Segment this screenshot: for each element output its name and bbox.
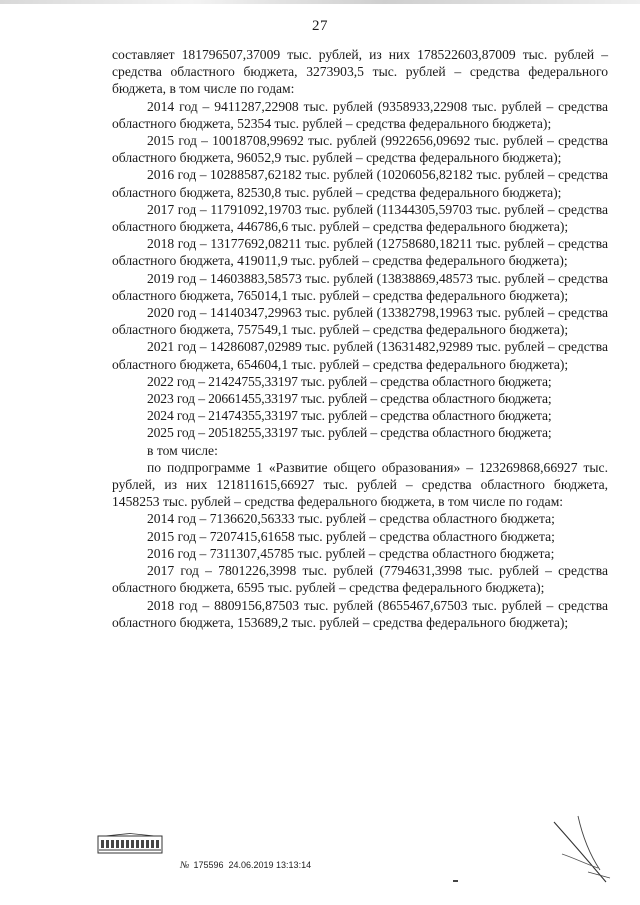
scan-top-edge bbox=[0, 0, 640, 4]
paragraph: 2025 год – 20518255,33197 тыс. рублей – средства областного бюджета; bbox=[147, 425, 552, 441]
paragraph: 2021 год – 14286087,02989 тыс. рублей (13631482,92989 тыс. рублей – средства областного бюджета, 654604,1 тыс. рублей – средства федерального бюджета); bbox=[112, 339, 608, 372]
paragraph: 2015 год – 10018708,99692 тыс. рублей (9922656,09692 тыс. рублей – средства областного бюджета, 96052,9 тыс. рублей – средства федерального бюджета); bbox=[112, 133, 608, 166]
paragraph: 2014 год – 7136620,56333 тыс. рублей – средства областного бюджета; bbox=[147, 511, 555, 527]
paragraph: 2014 год – 9411287,22908 тыс. рублей (9358933,22908 тыс. рублей – средства областного бюджета, 52354 тыс. рублей – средства федерального бюджета); bbox=[112, 98, 608, 131]
document-body bbox=[112, 46, 608, 631]
paragraph: по подпрограмме 1 «Развитие общего образования» – 123269868,66927 тыс. рублей, из них 121811615,66927 тыс. рублей – средства областного бюджета, 1458253 тыс. рублей – средства федерального бюджета, в том числе по годам: bbox=[112, 459, 608, 510]
page-number: 27 bbox=[312, 18, 328, 34]
paragraph: 2015 год – 7207415,61658 тыс. рублей – средства областного бюджета; bbox=[147, 528, 555, 544]
paragraph: 2019 год – 14603883,58573 тыс. рублей (13838869,48573 тыс. рублей – средства областного бюджета, 765014,1 тыс. рублей – средства федерального бюджета); bbox=[112, 270, 608, 303]
paragraph: в том числе: bbox=[147, 442, 218, 458]
document-id: 175596 bbox=[193, 860, 224, 870]
scan-speck bbox=[453, 880, 458, 882]
seal-stamp-icon bbox=[97, 833, 163, 855]
paragraph: 2016 год – 7311307,45785 тыс. рублей – средства областного бюджета; bbox=[147, 545, 555, 561]
paragraph: 2016 год – 10288587,62182 тыс. рублей (10206056,82182 тыс. рублей – средства областного бюджета, 82530,8 тыс. рублей – средства федерального бюджета); bbox=[112, 167, 608, 200]
document-footer bbox=[180, 860, 311, 871]
paragraph: 2023 год – 20661455,33197 тыс. рублей – средства областного бюджета; bbox=[147, 391, 552, 407]
paragraph: составляет 181796507,37009 тыс. рублей, из них 178522603,87009 тыс. рублей – средства областного бюджета, 3273903,5 тыс. рублей – средства федерального бюджета, в том числе по годам: bbox=[112, 47, 608, 97]
paragraph: 2018 год – 8809156,87503 тыс. рублей (8655467,67503 тыс. рублей – средства областного бюджета, 153689,2 тыс. рублей – средства федерального бюджета); bbox=[112, 597, 608, 630]
paragraph: 2020 год – 14140347,29963 тыс. рублей (13382798,19963 тыс. рублей – средства областного бюджета, 757549,1 тыс. рублей – средства федерального бюджета); bbox=[112, 305, 608, 338]
document-datetime: 24.06.2019 13:13:14 bbox=[228, 860, 312, 870]
paragraph: 2018 год – 13177692,08211 тыс. рублей (12758680,18211 тыс. рублей – средства областного бюджета, 419011,9 тыс. рублей – средства федерального бюджета); bbox=[112, 236, 608, 269]
paragraph: 2017 год – 7801226,3998 тыс. рублей (7794631,3998 тыс. рублей – средства областного бюджета, 6595 тыс. рублей – средства федерального бюджета); bbox=[112, 563, 608, 596]
pen-mark-icon bbox=[548, 812, 618, 887]
paragraph: 2024 год – 21474355,33197 тыс. рублей – средства областного бюджета; bbox=[147, 408, 552, 424]
number-sign: № bbox=[180, 860, 190, 871]
paragraph: 2022 год – 21424755,33197 тыс. рублей – средства областного бюджета; bbox=[147, 373, 552, 389]
paragraph: 2017 год – 11791092,19703 тыс. рублей (11344305,59703 тыс. рублей – средства областного бюджета, 446786,6 тыс. рублей – средства федерального бюджета); bbox=[112, 201, 608, 235]
